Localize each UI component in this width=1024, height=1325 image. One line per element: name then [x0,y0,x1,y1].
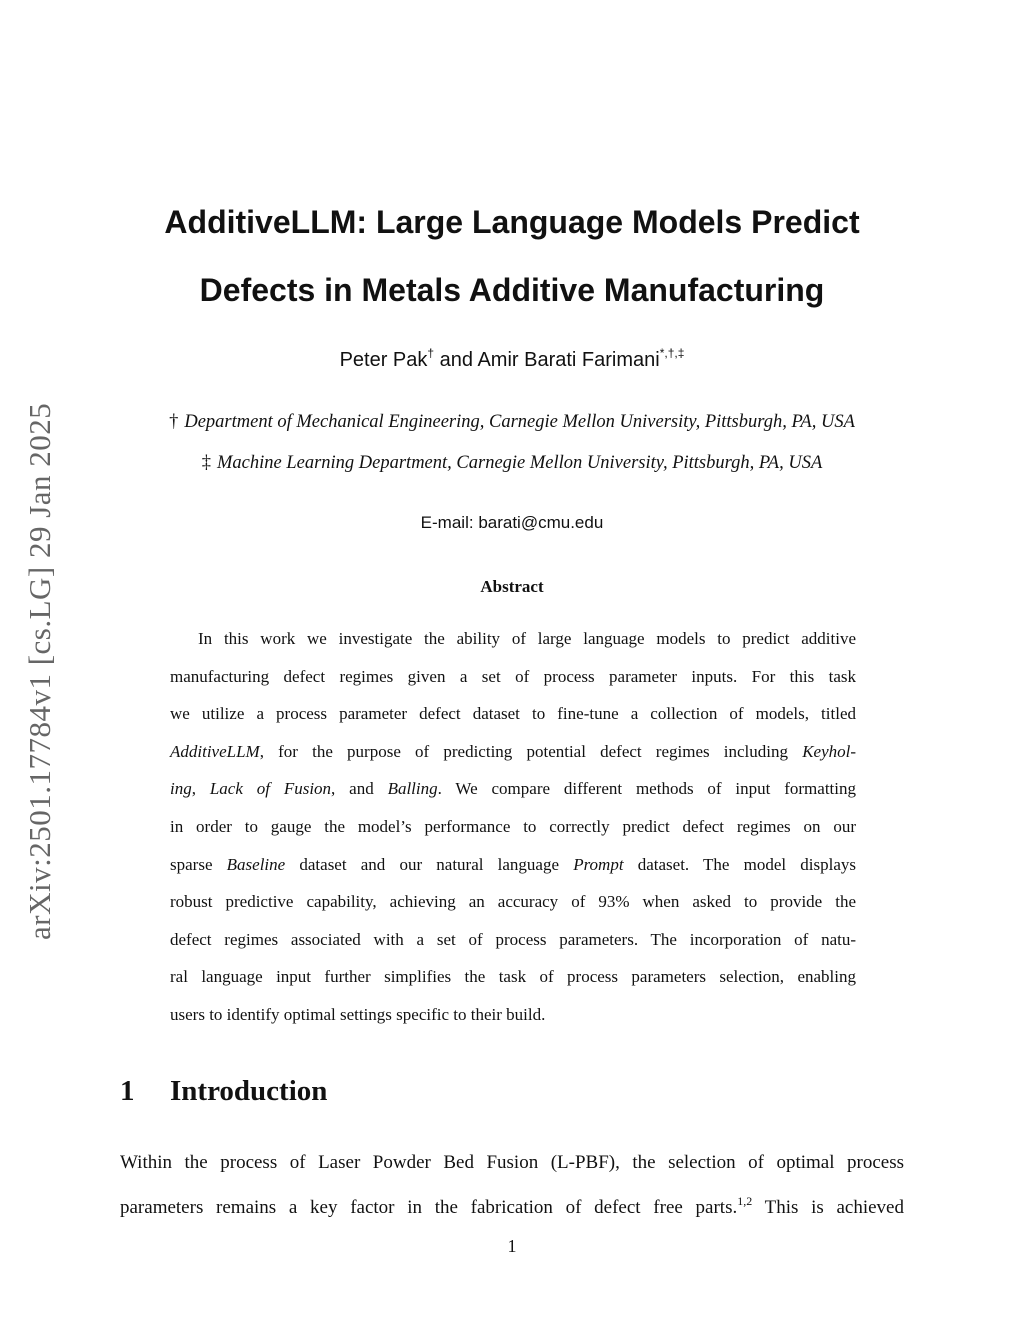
affiliation [0,453,1024,474]
abstract-line [170,733,856,771]
paper-title [100,188,924,324]
title-line-1: AdditiveLLM: Large Language Models Predict [164,204,860,240]
defect-term: Balling [387,779,438,799]
abstract-line: manufacturing defect regimes given a set of process parameter inputs. For this task [170,666,856,686]
section-title: Introduction [170,1075,328,1107]
section-heading [120,1075,327,1108]
author-affiliation-mark: *,†,‡ [659,346,685,360]
author-affiliation-mark: † [427,346,435,360]
affiliation-mark: † [169,412,179,432]
abstract-fragment: , [191,779,196,799]
defect-term: Lack of Fusion [209,779,332,799]
abstract-line: defect regimes associated with a set of process parameters. The incorporation of natu- [170,929,856,949]
abstract-text [170,620,856,1034]
abstract-fragment: sparse [170,854,213,874]
section-number: 1 [120,1075,135,1107]
page-number: 1 [507,1236,517,1256]
defect-term: Keyhol- [802,741,857,761]
abstract-fragment: dataset and our natural language [299,854,560,874]
affiliation [0,412,1024,433]
abstract-line [170,846,856,884]
introduction-text [120,1143,904,1221]
abstract-line: robust predictive capability, achieving an accuracy of 93% when asked to provide the [170,892,856,912]
title-line-2: Defects in Metals Additive Manufacturing [199,272,825,308]
abstract-fragment: dataset. The model displays [637,854,857,874]
affiliation-mark: ‡ [201,453,211,473]
author-name: Amir Barati Farimani [477,349,660,371]
defect-term: ing [170,779,192,799]
citation-marker[interactable]: 1,2 [737,1194,753,1208]
dataset-name: Prompt [573,854,624,874]
email-label: E-mail: [420,513,474,532]
intro-line [120,1182,904,1221]
author-connector: and [439,349,474,371]
abstract-fragment: , for the purpose of predicting potential defect regimes including [259,741,789,761]
abstract-heading: Abstract [480,577,544,596]
abstract-line: ral language input further simplifies the task of process parameters selection, enabling [170,967,856,987]
abstract-line [170,770,856,808]
author-list [0,346,1024,372]
abstract-line: we utilize a process parameter defect dataset to fine-tune a collection of models, titled [170,704,856,724]
dataset-name: Baseline [226,854,286,874]
email-address[interactable]: barati@cmu.edu [478,513,604,532]
contact-email [0,513,1024,533]
model-name: AdditiveLLM [170,741,260,761]
abstract-line: users to identify optimal settings specific to their build. [170,1004,546,1024]
affiliation-text: Department of Mechanical Engineering, Carnegie Mellon University, Pittsburgh, PA, USA [184,412,855,432]
affiliation-text: Machine Learning Department, Carnegie Mellon University, Pittsburgh, PA, USA [216,453,823,473]
intro-fragment: parameters remains a key factor in the fabrication of defect free parts. [120,1197,738,1218]
abstract-line: In this work we investigate the ability of large language models to predict additive [198,629,856,648]
intro-fragment: This is achieved [764,1197,904,1218]
arxiv-identifier-stamp: arXiv:2501.17784v1 [cs.LG] 29 Jan 2025 [22,402,57,940]
abstract-fragment: . We compare different methods of input formatting [437,779,856,799]
abstract-fragment: , and [331,779,374,799]
intro-line: Within the process of Laser Powder Bed Fusion (L-PBF), the selection of optimal process [120,1152,904,1173]
abstract-line: in order to gauge the model’s performance to correctly predict defect regimes on our [170,816,856,836]
author-name: Peter Pak [339,349,428,371]
